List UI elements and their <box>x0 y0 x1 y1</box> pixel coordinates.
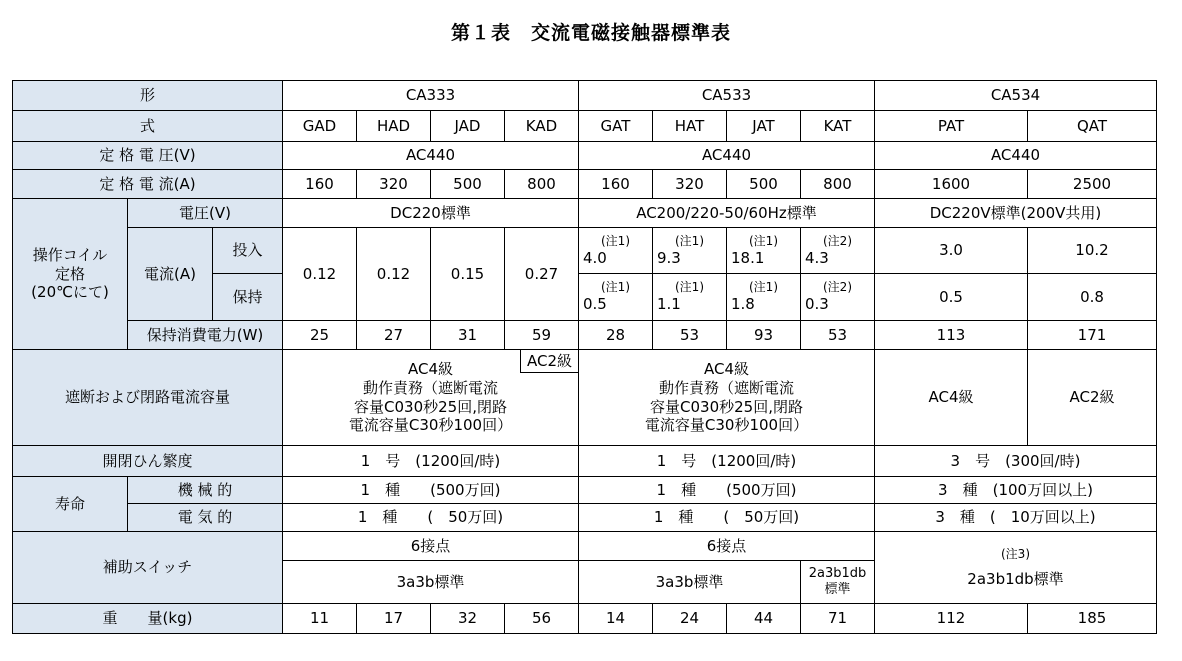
header-aux-switch: 補助スイッチ <box>13 532 283 604</box>
holding-power-cell: 31 <box>431 321 505 350</box>
weight-cell: 24 <box>653 604 727 634</box>
table-row <box>13 321 1157 350</box>
table-row <box>13 477 1157 504</box>
rated-current-cell: 500 <box>431 170 505 199</box>
coil-current-cell: 0.15 <box>431 228 505 321</box>
aux-std-cell: 3a3b標準 <box>283 561 579 604</box>
type-cell: JAD <box>431 111 505 142</box>
weight-cell: 185 <box>1028 604 1157 634</box>
switching-freq-cell: 1 号 (1200回/時) <box>579 446 875 477</box>
type-cell: KAD <box>505 111 579 142</box>
header-rated-voltage: 定 格 電 圧(V) <box>13 142 283 170</box>
header-form: 形 <box>13 81 283 111</box>
life-elec-cell: 1 種 ( 50万回) <box>579 504 875 532</box>
coil-voltage-cell: AC200/220-50/60Hz標準 <box>579 199 875 228</box>
rated-current-cell: 2500 <box>1028 170 1157 199</box>
type-cell: GAT <box>579 111 653 142</box>
table-row <box>13 504 1157 532</box>
type-cell: HAT <box>653 111 727 142</box>
rated-current-cell: 320 <box>653 170 727 199</box>
table-row <box>13 142 1157 170</box>
holding-power-cell: 59 <box>505 321 579 350</box>
rated-current-cell: 500 <box>727 170 801 199</box>
type-cell: HAD <box>357 111 431 142</box>
table-row <box>13 350 1157 446</box>
rated-voltage-cell: AC440 <box>283 142 579 170</box>
coil-inrush-cell: (注1) 4.0 <box>579 228 653 274</box>
aux-contacts-cell: 6接点 <box>283 532 579 561</box>
type-cell: GAD <box>283 111 357 142</box>
group-cell: CA534 <box>875 81 1157 111</box>
coil-inrush-cell: (注1) 9.3 <box>653 228 727 274</box>
rated-current-cell: 800 <box>801 170 875 199</box>
aux-contacts-cell: 6接点 <box>579 532 875 561</box>
type-cell: JAT <box>727 111 801 142</box>
table-row <box>13 532 1157 561</box>
rated-voltage-cell: AC440 <box>579 142 875 170</box>
rated-current-cell: 160 <box>579 170 653 199</box>
life-elec-cell: 1 種 ( 50万回) <box>283 504 579 532</box>
header-life-mech: 機 械 的 <box>128 477 283 504</box>
header-coil-group: 操作コイル 定格 (20℃にて) <box>13 199 128 350</box>
header-coil-current: 電流(A) <box>128 228 213 321</box>
coil-current-cell: 0.12 <box>357 228 431 321</box>
holding-power-cell: 27 <box>357 321 431 350</box>
weight-cell: 32 <box>431 604 505 634</box>
header-life-elec: 電 気 的 <box>128 504 283 532</box>
coil-holding-cell: (注1) 1.8 <box>727 274 801 321</box>
group-cell: CA333 <box>283 81 579 111</box>
group-cell: CA533 <box>579 81 875 111</box>
life-mech-cell: 1 種 (500万回) <box>579 477 875 504</box>
coil-current-cell: 0.12 <box>283 228 357 321</box>
life-mech-cell: 3 種 (100万回以上) <box>875 477 1157 504</box>
rated-current-cell: 1600 <box>875 170 1028 199</box>
breaking-cell: AC2級 <box>1028 350 1157 446</box>
coil-holding-cell: 0.5 <box>875 274 1028 321</box>
holding-power-cell: 25 <box>283 321 357 350</box>
life-elec-cell: 3 種 ( 10万回以上) <box>875 504 1157 532</box>
holding-power-cell: 113 <box>875 321 1028 350</box>
table-row <box>13 199 1157 228</box>
header-rated-current: 定 格 電 流(A) <box>13 170 283 199</box>
coil-inrush-cell: 10.2 <box>1028 228 1157 274</box>
standard-table <box>12 80 1157 634</box>
coil-inrush-cell: (注1) 18.1 <box>727 228 801 274</box>
holding-power-cell: 53 <box>801 321 875 350</box>
coil-voltage-cell: DC220標準 <box>283 199 579 228</box>
aux-std-cell: (注3) 2a3b1db標準 <box>875 532 1157 604</box>
breaking-cell: AC4級 <box>875 350 1028 446</box>
breaking-cell: AC2級 AC4級 動作責務（遮断電流 容量C030秒25回,閉路 電流容量C30秒100回） <box>283 350 579 446</box>
breaking-ac2-label: AC2級 <box>520 350 578 373</box>
type-cell: QAT <box>1028 111 1157 142</box>
weight-cell: 56 <box>505 604 579 634</box>
coil-inrush-cell: (注2) 4.3 <box>801 228 875 274</box>
header-holding-power: 保持消費電力(W) <box>128 321 283 350</box>
breaking-cell: AC4級 動作責務（遮断電流 容量C030秒25回,閉路 電流容量C30秒100回） <box>579 350 875 446</box>
coil-voltage-cell: DC220V標準(200V共用) <box>875 199 1157 228</box>
holding-power-cell: 93 <box>727 321 801 350</box>
header-breaking: 遮断および閉路電流容量 <box>13 350 283 446</box>
weight-cell: 71 <box>801 604 875 634</box>
weight-cell: 17 <box>357 604 431 634</box>
holding-power-cell: 171 <box>1028 321 1157 350</box>
rated-current-cell: 320 <box>357 170 431 199</box>
holding-power-cell: 28 <box>579 321 653 350</box>
type-cell: PAT <box>875 111 1028 142</box>
weight-cell: 112 <box>875 604 1028 634</box>
rated-current-cell: 800 <box>505 170 579 199</box>
coil-inrush-cell: 3.0 <box>875 228 1028 274</box>
header-type: 式 <box>13 111 283 142</box>
switching-freq-cell: 1 号 (1200回/時) <box>283 446 579 477</box>
coil-current-cell: 0.27 <box>505 228 579 321</box>
header-coil-inrush: 投入 <box>213 228 283 274</box>
table-row <box>13 604 1157 634</box>
rated-voltage-cell: AC440 <box>875 142 1157 170</box>
table-row <box>13 446 1157 477</box>
table-row <box>13 81 1157 111</box>
coil-holding-cell: 0.8 <box>1028 274 1157 321</box>
weight-cell: 14 <box>579 604 653 634</box>
weight-cell: 44 <box>727 604 801 634</box>
header-life: 寿命 <box>13 477 128 532</box>
holding-power-cell: 53 <box>653 321 727 350</box>
coil-holding-cell: (注1) 1.1 <box>653 274 727 321</box>
header-coil-holding: 保持 <box>213 274 283 321</box>
aux-std-cell: 2a3b1db 標準 <box>801 561 875 604</box>
header-weight: 重 量(kg) <box>13 604 283 634</box>
coil-holding-cell: (注1) 0.5 <box>579 274 653 321</box>
weight-cell: 11 <box>283 604 357 634</box>
header-coil-voltage: 電圧(V) <box>128 199 283 228</box>
rated-current-cell: 160 <box>283 170 357 199</box>
table-row <box>13 111 1157 142</box>
coil-holding-cell: (注2) 0.3 <box>801 274 875 321</box>
switching-freq-cell: 3 号 (300回/時) <box>875 446 1157 477</box>
page-title: 第１表 交流電磁接触器標準表 <box>450 22 731 44</box>
life-mech-cell: 1 種 (500万回) <box>283 477 579 504</box>
table-row <box>13 170 1157 199</box>
aux-std-cell: 3a3b標準 <box>579 561 801 604</box>
type-cell: KAT <box>801 111 875 142</box>
table-row <box>13 228 1157 274</box>
header-switching-freq: 開閉ひん繁度 <box>13 446 283 477</box>
